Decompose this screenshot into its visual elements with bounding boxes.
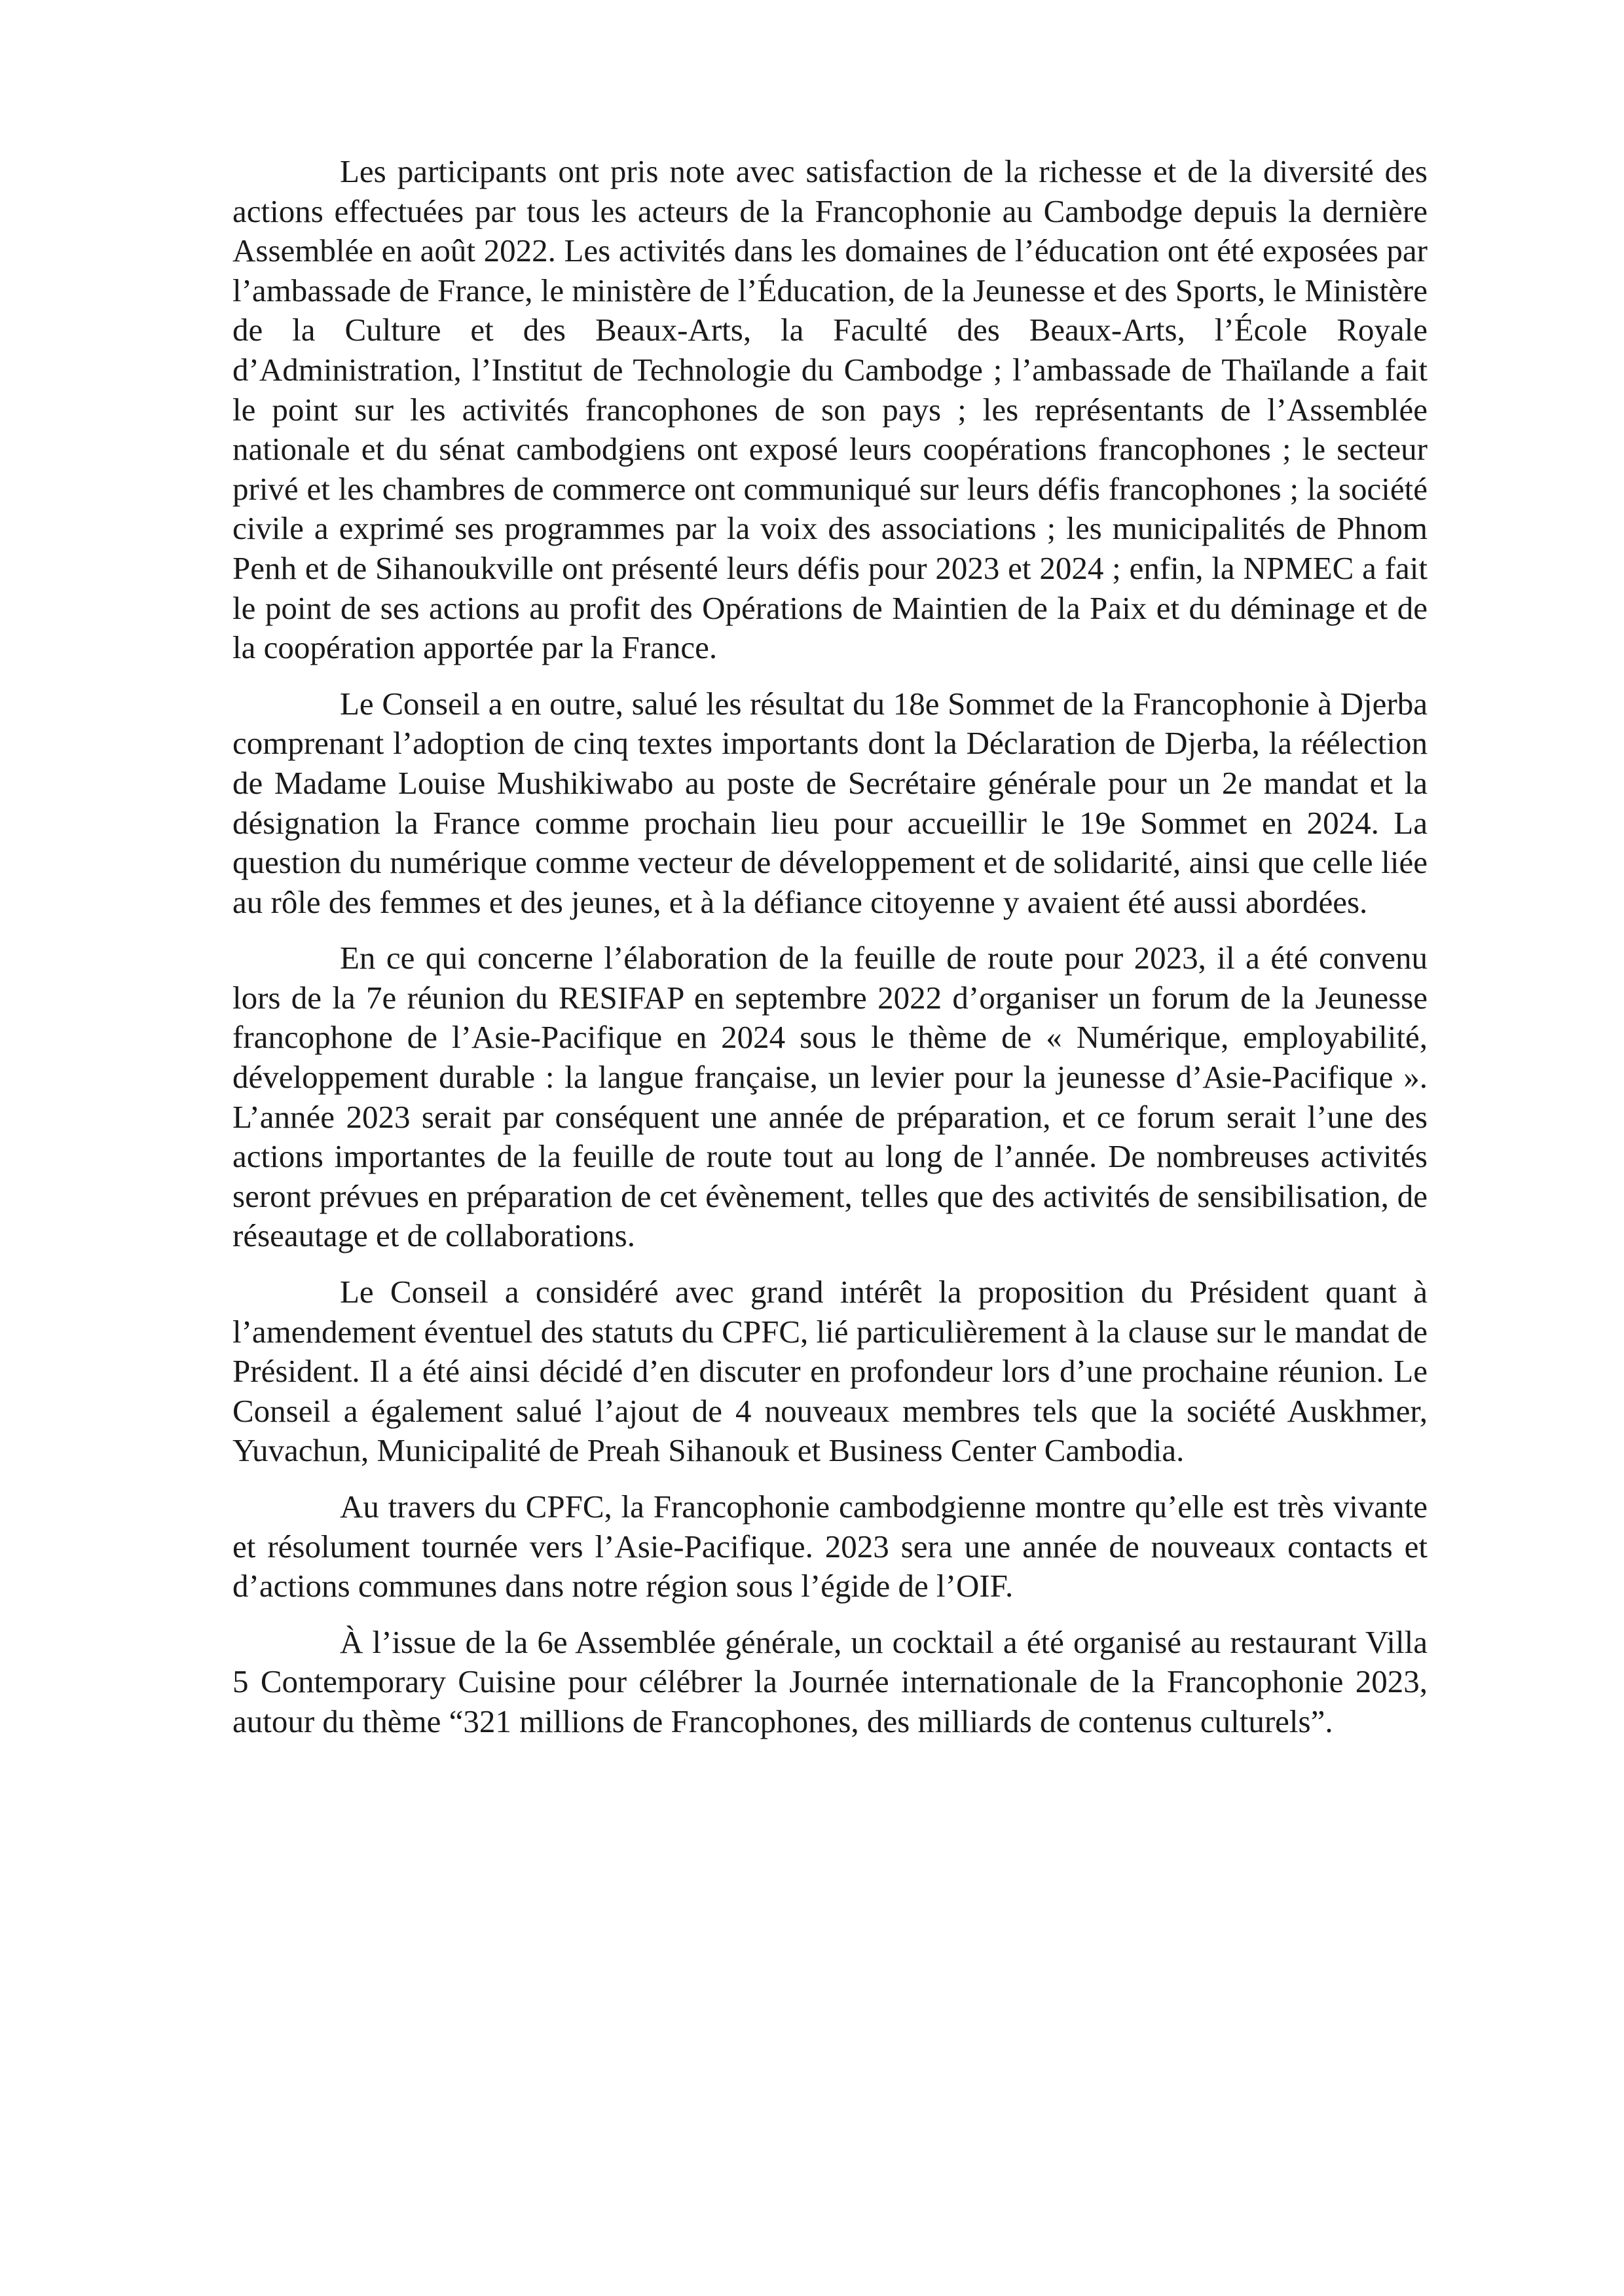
paragraph-statutes-amendment: Le Conseil a considéré avec grand intérêt la proposition du Président quant à l’amendement éventuel des statuts du CPFC, lié particulièrement à la clause sur le mandat de Président. Il a été ainsi décidé d’en discuter en profondeur lors d’une prochaine réunion. Le Conseil a également salué l’ajout de 4 nouveaux membres tels que la société Auskhmer, Yuvachun, Municipalité de Preah Sihanouk et Business Center Cambodia. (232, 1274, 1428, 1469)
paragraph-roadmap-2023: En ce qui concerne l’élaboration de la feuille de route pour 2023, il a été convenu lors de la 7e réunion du RESIFAP en septembre 2022 d’organiser un forum de la Jeunesse francophone de l’Asie-Pacifique en 2024 sous le thème de « Numérique, employabilité, développement durable : la langue française, un levier pour la jeunesse d’Asie-Pacifique ». L’année 2023 serait par conséquent une année de préparation, et ce forum serait l’une des actions importantes de la feuille de route tout au long de l’année. De nombreuses activités seront prévues en préparation de cet évènement, telles que des activités de sensibilisation, de réseautage et de collaborations. (232, 940, 1428, 1254)
paragraph-cocktail: À l’issue de la 6e Assemblée générale, un cocktail a été organisé au restaurant Villa 5 Contemporary Cuisine pour célébrer la Journée internationale de la Francophonie 2023, autour du thème “321 millions de Francophones, des milliards de contenus culturels”. (232, 1623, 1428, 1739)
document-body (232, 152, 1428, 1758)
paragraph-djerba-summit: Le Conseil a en outre, salué les résultat du 18e Sommet de la Francophonie à Djerba comprenant l’adoption de cinq textes importants dont la Déclaration de Djerba, la réélection de Madame Louise Mushikiwabo au poste de Secrétaire générale pour un 2e mandat et la désignation la France comme prochain lieu pour accueillir le 19e Sommet en 2024. La question du numérique comme vecteur de développement et de solidarité, ainsi que celle liée au rôle des femmes et des jeunes, et à la défiance citoyenne y avaient été aussi abordées. (232, 685, 1428, 920)
paragraph-cpfc-asia-pacific: Au travers du CPFC, la Francophonie cambodgienne montre qu’elle est très vivante et résolument tournée vers l’Asie-Pacifique. 2023 sera une année de nouveaux contacts et d’actions communes dans notre région sous l’égide de l’OIF. (232, 1489, 1428, 1604)
paragraph-participants-activities: Les participants ont pris note avec satisfaction de la richesse et de la diversité des actions effectuées par tous les acteurs de la Francophonie au Cambodge depuis la dernière Assemblée en août 2022. Les activités dans les domaines de l’éducation ont été exposées par l’ambassade de France, le ministère de l’Éducation, de la Jeunesse et des Sports, le Ministère de la Culture et des Beaux-Arts, la Faculté des Beaux-Arts, l’École Royale d’Administration, l’Institut de Technologie du Cambodge ; l’ambassade de Thaïlande a fait le point sur les activités francophones de son pays ; les représentants de l’Assemblée nationale et du sénat cambodgiens ont exposé leurs coopérations francophones ; le secteur privé et les chambres de commerce ont communiqué sur leurs défis francophones ; la société civile a exprimé ses programmes par la voix des associations ; les municipalités de Phnom Penh et de Sihanoukville ont présenté leurs défis pour 2023 et 2024 ; enfin, la NPMEC a fait le point de ses actions au profit des Opérations de Maintien de la Paix et du déminage et de la coopération apportée par la France. (232, 153, 1428, 666)
